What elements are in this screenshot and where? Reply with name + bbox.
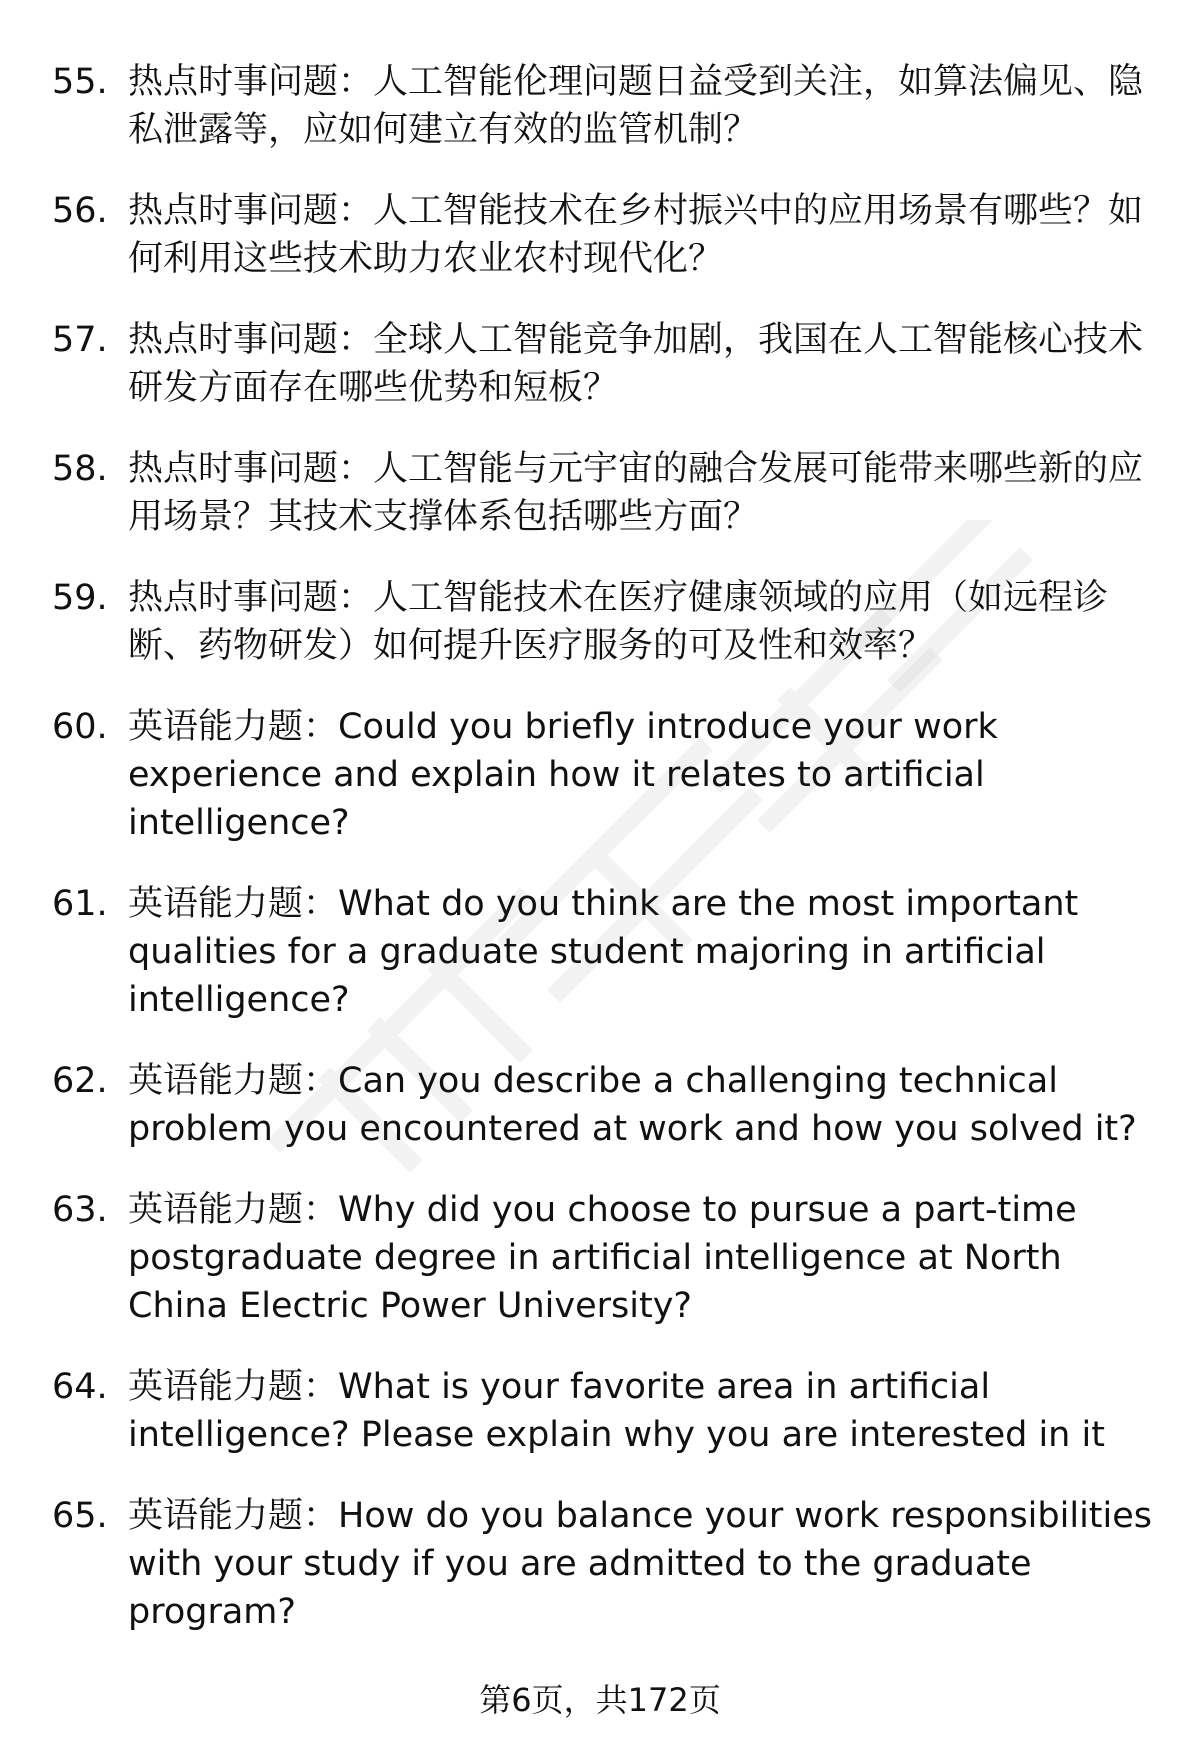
question-text: 英语能力题：Could you briefly introduce your work experience and explain how it relates to artificial intelligence? — [128, 707, 998, 843]
question-text: 英语能力题：Why did you choose to pursue a part-time postgraduate degree in artificial intelligence at North China Electric Power University? — [128, 1190, 1077, 1326]
question-item-59 — [52, 574, 1164, 670]
question-item-64 — [52, 1363, 1164, 1459]
question-number: 61. — [52, 884, 108, 924]
question-item-65 — [52, 1492, 1164, 1636]
question-text: 英语能力题：What is your favorite area in artificial intelligence? Please explain why you are interested in it — [128, 1367, 1105, 1455]
question-text: 英语能力题：Can you describe a challenging technical problem you encountered at work and how you solved it? — [128, 1061, 1137, 1149]
question-text: 热点时事问题：人工智能技术在医疗健康领域的应用（如远程诊断、药物研发）如何提升医疗服务的可及性和效率？ — [128, 578, 1109, 666]
question-number: 62. — [52, 1061, 108, 1101]
question-number: 63. — [52, 1190, 108, 1230]
question-number: 60. — [52, 707, 108, 747]
question-list — [52, 58, 1164, 1669]
question-item-63 — [52, 1186, 1164, 1330]
question-number: 58. — [52, 449, 108, 489]
question-number: 56. — [52, 191, 108, 231]
question-item-57 — [52, 316, 1164, 412]
question-number: 59. — [52, 578, 108, 618]
question-item-58 — [52, 445, 1164, 541]
question-text: 热点时事问题：人工智能伦理问题日益受到关注，如算法偏见、隐私泄露等，应如何建立有效的监管机制？ — [128, 62, 1144, 150]
question-number: 57. — [52, 320, 108, 360]
question-text: 热点时事问题：人工智能技术在乡村振兴中的应用场景有哪些？如何利用这些技术助力农业农村现代化？ — [128, 191, 1144, 279]
question-number: 64. — [52, 1367, 108, 1407]
question-item-56 — [52, 187, 1164, 283]
question-item-61 — [52, 880, 1164, 1024]
question-text: 热点时事问题：人工智能与元宇宙的融合发展可能带来哪些新的应用场景？其技术支撑体系包括哪些方面？ — [128, 449, 1144, 537]
question-text: 英语能力题：How do you balance your work responsibilities with your study if you are admitted to the graduate program? — [128, 1496, 1153, 1632]
question-item-55 — [52, 58, 1164, 154]
question-item-62 — [52, 1057, 1164, 1153]
question-item-60 — [52, 703, 1164, 847]
question-text: 英语能力题：What do you think are the most important qualities for a graduate student majoring in artificial intelligence? — [128, 884, 1079, 1020]
page-indicator: 第6页，共172页 — [479, 1681, 721, 1719]
question-number: 65. — [52, 1496, 108, 1536]
question-text: 热点时事问题：全球人工智能竞争加剧，我国在人工智能核心技术研发方面存在哪些优势和短板？ — [128, 320, 1144, 408]
question-number: 55. — [52, 62, 108, 102]
